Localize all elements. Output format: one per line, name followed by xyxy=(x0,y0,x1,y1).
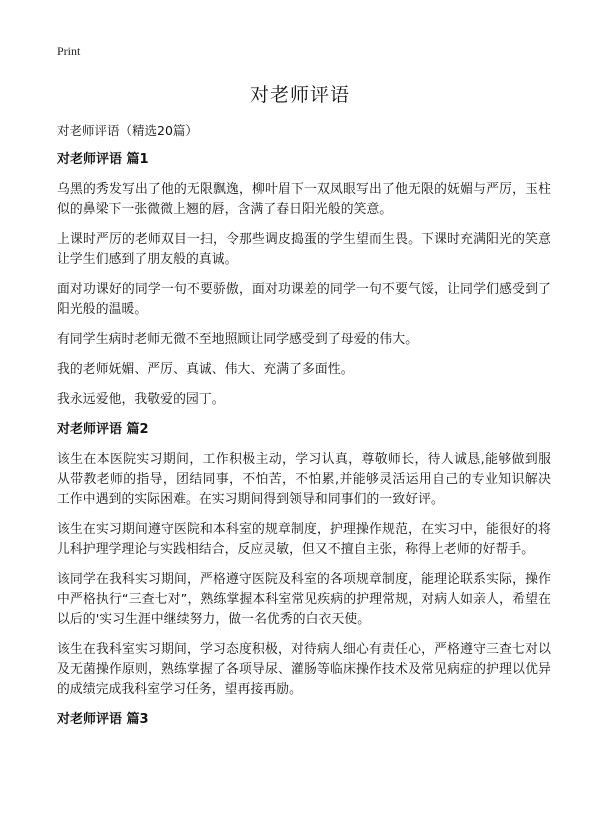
section-1 xyxy=(57,150,551,410)
document-content xyxy=(57,150,551,740)
section-heading: 对老师评语 篇1 xyxy=(57,152,149,167)
page-title: 对老师评语 xyxy=(249,84,350,106)
paragraph: 该生在本医院实习期间，工作积极主动，学习认真，尊敬师长，待人诚恳,能够做到服从带教老师的指导，团结同事，不怕苦，不怕累,并能够灵活运用自己的专业知识解决工作中遇到的实际困难。在实习期间得到领导和同事们的一致好评。 xyxy=(57,452,551,507)
paragraph: 该生在实习期间遵守医院和本科室的规章制度，护理操作规范，在实习中，能很好的将儿科护理学理论与实践相结合，反应灵敏，但又不擅自主张，称得上老师的好帮手。 xyxy=(57,522,551,557)
section-3 xyxy=(57,710,551,730)
section-heading: 对老师评语 篇3 xyxy=(57,712,149,727)
section-heading: 对老师评语 篇2 xyxy=(57,422,149,437)
section-2 xyxy=(57,420,551,700)
paragraph: 该生在我科室实习期间，学习态度积极，对待病人细心有责任心，严格遵守三查七对以及无菌操作原则，熟练掌握了各项导尿、灌肠等临床操作技术及常见病症的护理以优异的成绩完成我科室学习任务，望再接再励。 xyxy=(57,642,551,697)
print-link[interactable]: Print xyxy=(57,44,81,58)
paragraph: 面对功课好的同学一句不要骄傲，面对功课差的同学一句不要气馁，让同学们感受到了阳光般的温暖。 xyxy=(57,282,551,317)
paragraph: 我永远爱他，我敬爱的园丁。 xyxy=(57,392,225,407)
document-subtitle: 对老师评语（精选20篇） xyxy=(57,123,198,138)
paragraph: 我的老师妩媚、严厉、真诚、伟大、充满了多面性。 xyxy=(57,362,354,377)
paragraph: 乌黑的秀发写出了他的无限飘逸，柳叶眉下一双凤眼写出了他无限的妩媚与严厉，玉柱似的鼻梁下一张微微上翘的唇，含满了春日阳光般的笑意。 xyxy=(57,182,551,217)
paragraph: 上课时严厉的老师双目一扫，令那些调皮捣蛋的学生望而生畏。下课时充满阳光的笑意让学生们感到了朋友般的真诚。 xyxy=(57,232,551,267)
paragraph: 该同学在我科实习期间，严格遵守医院及科室的各项规章制度，能理论联系实际，操作中严格执行“三查七对”，熟练掌握本科室常见疾病的护理常规，对病人如亲人，希望在以后的'实习生涯中继续努力，做一名优秀的白衣天使。 xyxy=(57,572,551,627)
paragraph: 有同学生病时老师无微不至地照顾让同学感受到了母爱的伟大。 xyxy=(57,332,419,347)
